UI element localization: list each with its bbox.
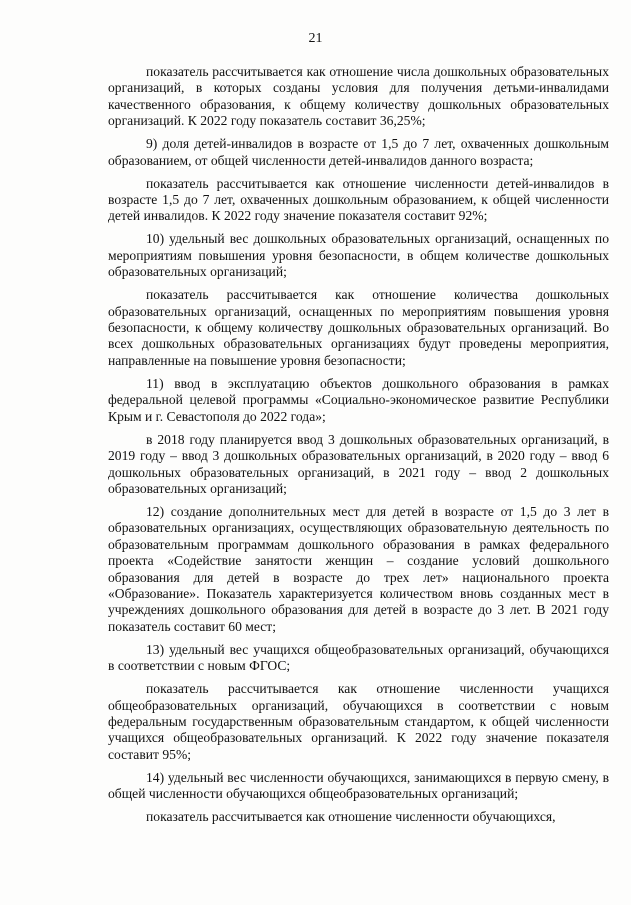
paragraph: показатель рассчитывается как отношение количества дошкольных образовательных организаций, оснащенных по мероприятиям повышения уровня безопасности, к общему количеству дошкольных образовательных организаций. Во всех дошкольных образовательных организациях будут проведены мероприятия, направленные на повышение уровня безопасности; — [108, 287, 609, 368]
paragraph: показатель рассчитывается как отношение численности детей-инвалидов в возрасте 1,5 до 7 лет, охваченных дошкольным образованием, к общей численности детей инвалидов. К 2022 году значение показателя составит 92%; — [108, 175, 609, 224]
paragraph: показатель рассчитывается как отношение численности учащихся общеобразовательных организаций, обучающихся в соответствии с новым федеральным государственным образовательным стандартом, к общей численности учащихся общеобразовательных организаций. К 2022 году значение показателя составит 95%; — [108, 681, 609, 762]
document-body — [108, 64, 609, 826]
page-number: 21 — [308, 31, 323, 46]
list-item-10: 10) удельный вес дошкольных образовательных организаций, оснащенных по мероприятиям повышения уровня безопасности, в общем количестве дошкольных образовательных организаций; — [108, 231, 609, 280]
paragraph: в 2018 году планируется ввод 3 дошкольных образовательных организаций, в 2019 году – ввод 3 дошкольных образовательных организаций, в 2020 году – ввод 6 дошкольных образовательных организаций, в 2021 году – ввод 2 дошкольных образовательных организаций; — [108, 431, 609, 496]
paragraph: показатель рассчитывается как отношение численности обучающихся, — [146, 809, 556, 825]
list-item-14: 14) удельный вес численности обучающихся, занимающихся в первую смену, в общей численности обучающихся общеобразовательных организаций; — [108, 769, 609, 802]
list-item-9: 9) доля детей-инвалидов в возрасте от 1,5 до 7 лет, охваченных дошкольным образованием, от общей численности детей-инвалидов данного возраста; — [108, 136, 609, 168]
paragraph: показатель рассчитывается как отношение числа дошкольных образовательных организаций, в которых созданы условия для получения детьми-инвалидами качественного образования, к общему количеству дошкольных образовательных организаций. К 2022 году показатель составит 36,25%; — [108, 64, 609, 129]
list-item-13: 13) удельный вес учащихся общеобразовательных организаций, обучающихся в соответствии с новым ФГОС; — [108, 641, 609, 674]
list-item-12: 12) создание дополнительных мест для детей в возрасте от 1,5 до 3 лет в образовательных организациях, осуществляющих образовательную деятельность по образовательным программам дошкольного образования в рамках федерального проекта «Содействие занятости женщин – создание условий дошкольного образования для детей в возрасте до трех лет» национального проекта «Образование». Показатель характеризуется количеством вновь созданных мест в учреждениях дошкольного образования для детей в возрасте до 3 лет. В 2021 году показатель составит 60 мест; — [108, 503, 609, 634]
list-item-11: 11) ввод в эксплуатацию объектов дошкольного образования в рамках федеральной целевой программы «Социально-экономическое развитие Республики Крым и г. Севастополя до 2022 года»; — [108, 375, 609, 424]
